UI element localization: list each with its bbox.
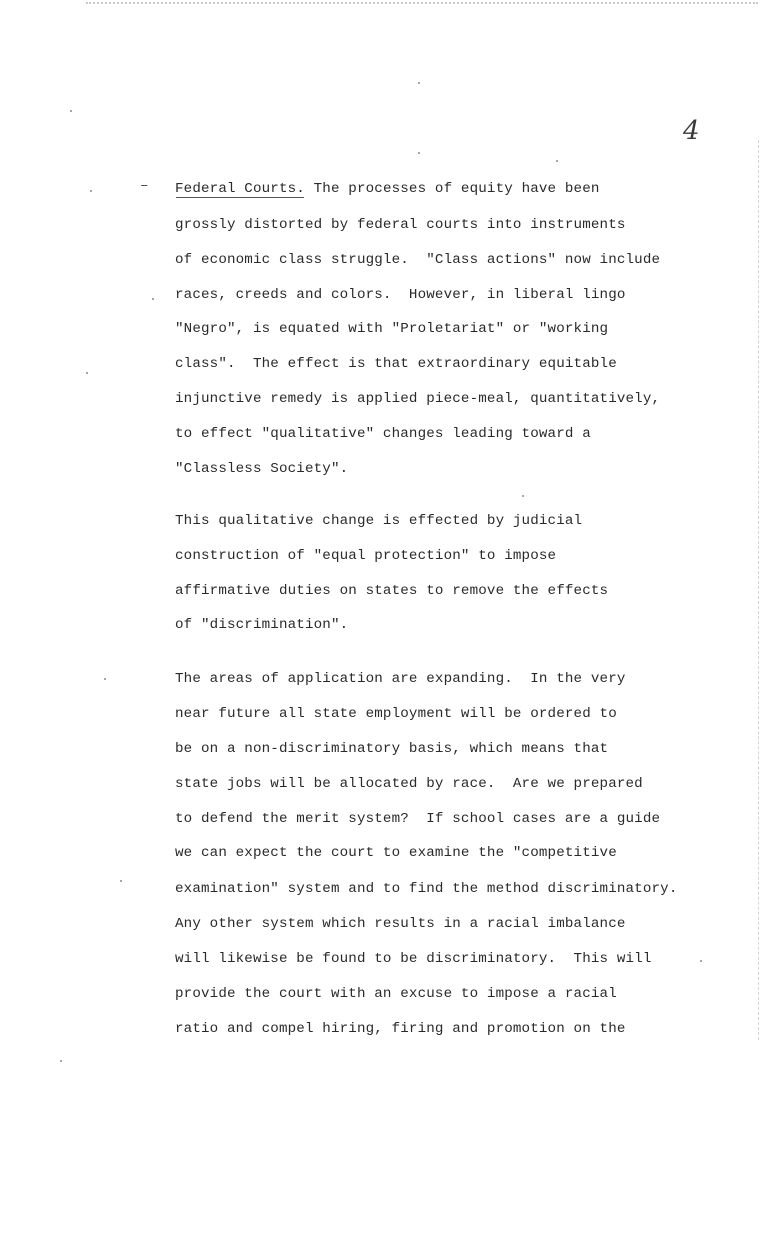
- paragraph-line: state jobs will be allocated by race. Are we prepared: [175, 776, 643, 792]
- scan-speck: [522, 495, 524, 497]
- paragraph-line: affirmative duties on states to remove the effects: [175, 583, 609, 599]
- margin-dash: –: [140, 178, 149, 194]
- heading-text: Federal Courts.: [175, 181, 305, 197]
- scan-speck: [104, 678, 106, 680]
- paragraph-line: to effect "qualitative" changes leading toward a: [175, 426, 591, 442]
- paragraph-line: "Negro", is equated with "Proletariat" or "working: [175, 321, 609, 337]
- paragraph-line: class". The effect is that extraordinary equitable: [175, 356, 617, 372]
- paragraph-line: The areas of application are expanding. In the very: [175, 671, 626, 687]
- heading-underline: [176, 197, 304, 198]
- scan-speck: [556, 160, 558, 162]
- paragraph-line: examination" system and to find the method discriminatory.: [175, 881, 678, 897]
- scan-speck: [120, 880, 122, 882]
- scan-border-right: [758, 140, 759, 1040]
- section-heading: [175, 180, 600, 198]
- paragraph-line: will likewise be found to be discriminatory. This will: [175, 951, 652, 967]
- scan-speck: [70, 110, 72, 112]
- paragraph-line: construction of "equal protection" to impose: [175, 548, 557, 564]
- scan-speck: [90, 190, 92, 192]
- page-number: 4: [683, 116, 700, 146]
- paragraph-line: ratio and compel hiring, firing and promotion on the: [175, 1021, 626, 1037]
- scan-speck: [86, 372, 88, 374]
- paragraph-line: near future all state employment will be ordered to: [175, 706, 617, 722]
- paragraph-line: of economic class struggle. "Class actions" now include: [175, 252, 661, 268]
- scan-speck: [152, 298, 154, 300]
- paragraph-line: The processes of equity have been: [304, 181, 600, 197]
- scan-speck: [60, 1060, 62, 1062]
- paragraph-line: grossly distorted by federal courts into instruments: [175, 217, 626, 233]
- scan-speck: [418, 152, 420, 154]
- paragraph-line: we can expect the court to examine the "competitive: [175, 845, 617, 861]
- paragraph-line: provide the court with an excuse to impose a racial: [175, 986, 617, 1002]
- paragraph-line: of "discrimination".: [175, 617, 349, 633]
- paragraph-line: This qualitative change is effected by judicial: [175, 513, 583, 529]
- paragraph-line: injunctive remedy is applied piece-meal, quantitatively,: [175, 391, 661, 407]
- paragraph-line: "Classless Society".: [175, 461, 349, 477]
- scan-speck: [418, 82, 420, 84]
- scan-border-top: [86, 2, 758, 4]
- paragraph-line: be on a non-discriminatory basis, which means that: [175, 741, 609, 757]
- scan-speck: [700, 960, 702, 962]
- paragraph-line: to defend the merit system? If school cases are a guide: [175, 811, 661, 827]
- paragraph-line: races, creeds and colors. However, in liberal lingo: [175, 287, 626, 303]
- paragraph-line: Any other system which results in a racial imbalance: [175, 916, 626, 932]
